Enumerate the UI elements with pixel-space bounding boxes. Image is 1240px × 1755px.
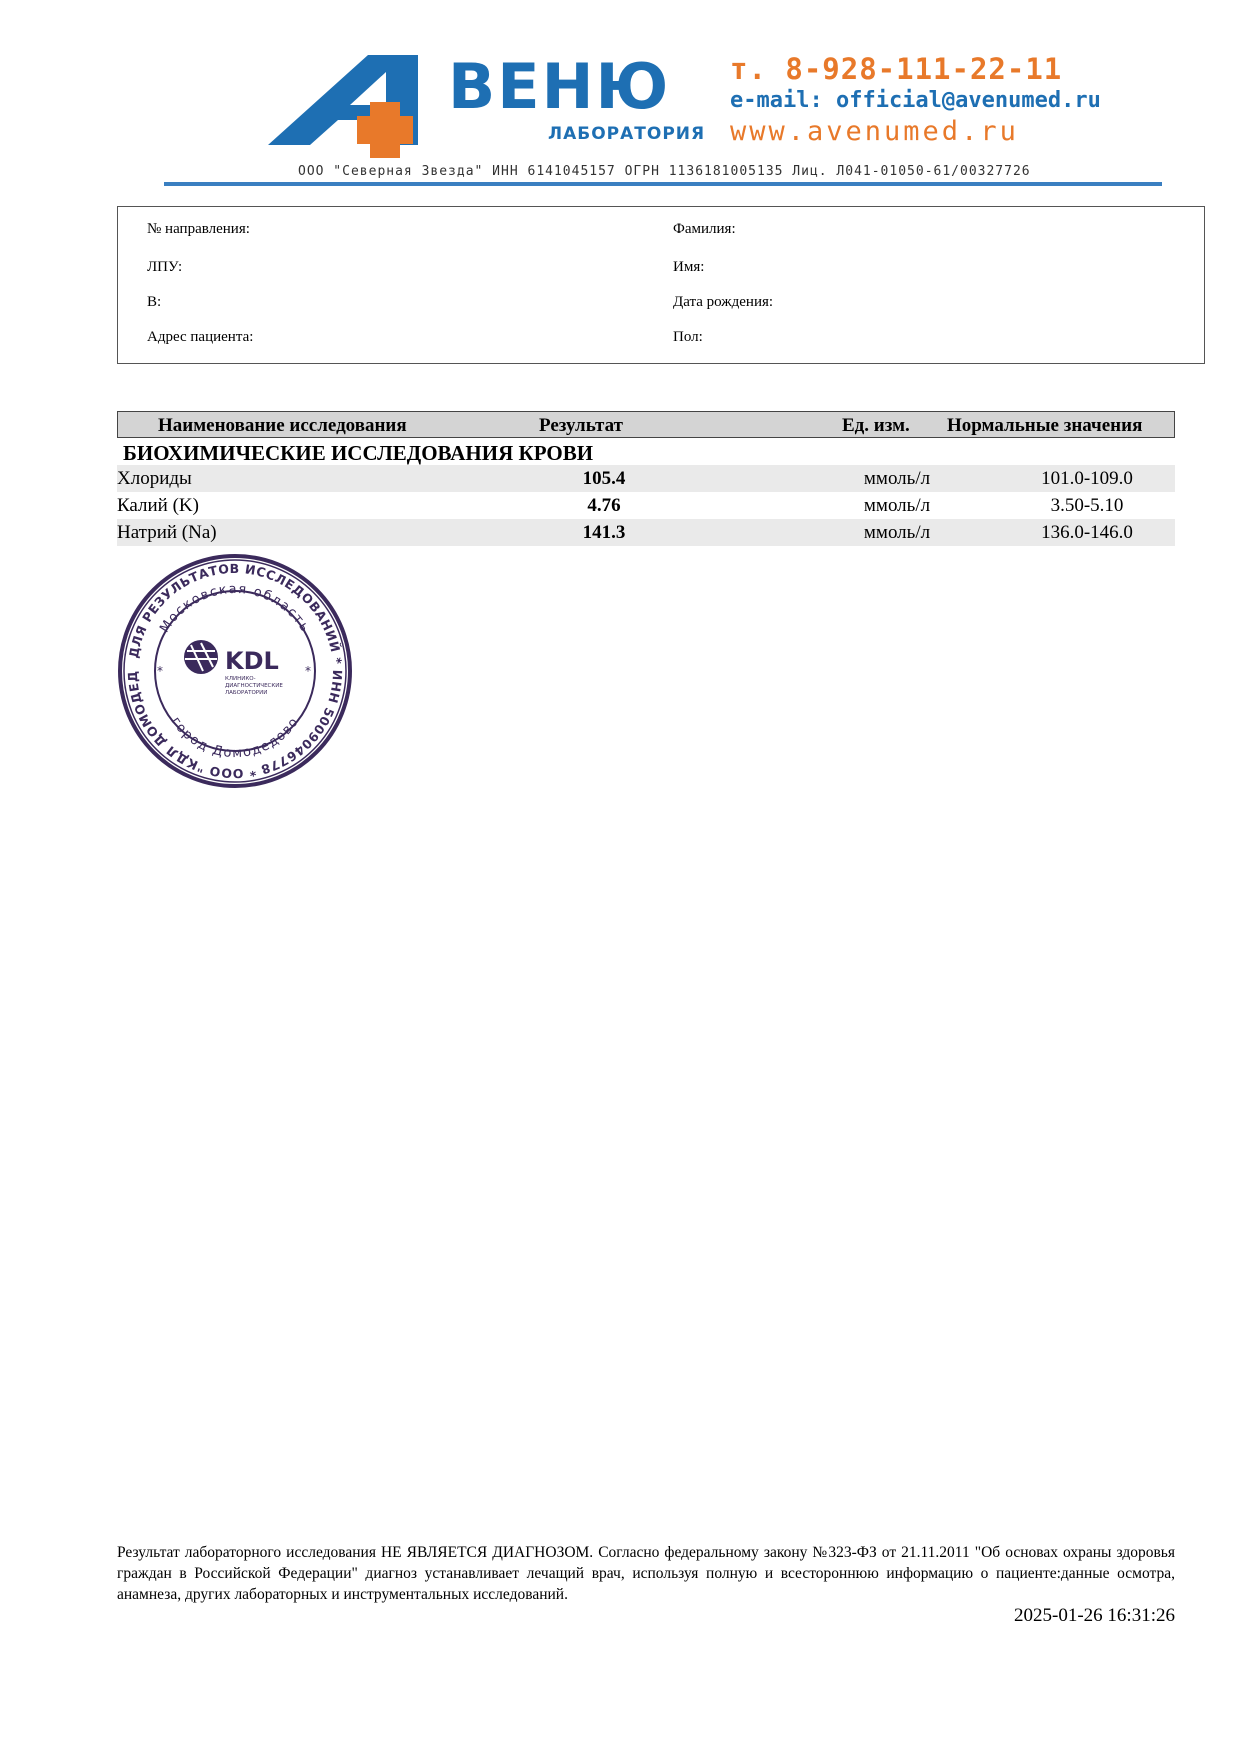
table-row <box>117 492 1175 519</box>
kdl-logo-icon <box>184 640 218 674</box>
kdl-logo-sub2: ДИАГНОСТИЧЕСКИЕ <box>225 683 283 689</box>
stamp-inner-top: Московская область <box>157 581 313 636</box>
test-name: Хлориды <box>117 468 192 489</box>
birthdate-label: Дата рождения: <box>673 294 774 310</box>
kdl-logo-text: KDL <box>225 647 279 675</box>
header-name: Наименование исследования <box>158 415 407 436</box>
table-row <box>117 465 1175 492</box>
lpu-label: ЛПУ: <box>147 259 183 275</box>
surname-label: Фамилия: <box>673 221 736 237</box>
logo-subtitle: ЛАБОРАТОРИЯ <box>548 124 706 144</box>
results-header <box>117 411 1175 438</box>
test-name: Натрий (Na) <box>117 522 217 543</box>
header-result: Результат <box>539 415 623 436</box>
test-unit: ммоль/л <box>863 495 931 516</box>
stamp-star-right-icon: * <box>305 664 311 678</box>
header-unit: Ед. изм. <box>842 415 910 436</box>
report-timestamp: 2025-01-26 16:31:26 <box>1014 1605 1175 1626</box>
legal-info: ООО "Северная Звезда" ИНН 6141045157 ОГРН 1136181005135 Лиц. Л041-01050-61/00327726 <box>298 164 1031 179</box>
test-name: Калий (K) <box>117 495 199 516</box>
v-label: В: <box>147 294 162 310</box>
stamp-outer-text: ДЛЯ РЕЗУЛЬТАТОВ ИССЛЕДОВАНИЙ * ИНН 5009046778 * ООО "КДЛ ДОМОДЕД <box>124 560 346 782</box>
phone: т. 8-928-111-22-11 <box>730 52 1063 86</box>
logo-wordmark: ВЕНЮ <box>448 50 671 123</box>
test-result: 105.4 <box>582 468 626 489</box>
stamp-star-left-icon: * <box>157 664 163 678</box>
test-norm: 136.0-146.0 <box>1041 522 1133 543</box>
logo-a-cross-icon <box>258 50 458 160</box>
name-label: Имя: <box>673 259 705 275</box>
results-table <box>117 411 1175 546</box>
section-title <box>117 438 1175 465</box>
address-label: Адрес пациента: <box>147 329 254 345</box>
test-unit: ммоль/л <box>863 522 931 543</box>
avenu-logo <box>258 50 706 160</box>
patient-info-box <box>117 206 1205 364</box>
test-unit: ммоль/л <box>863 468 931 489</box>
contact-block <box>730 52 1130 148</box>
section-title-text: БИОХИМИЧЕСКИЕ ИССЛЕДОВАНИЯ КРОВИ <box>123 441 594 465</box>
table-row <box>117 519 1175 546</box>
website: www.avenumed.ru <box>730 116 1019 147</box>
letterhead <box>164 46 1162 186</box>
stamp-seal-icon <box>117 553 353 789</box>
test-result: 141.3 <box>582 522 626 543</box>
kdl-logo-sub3: ЛАБОРАТОРИИ <box>225 690 268 696</box>
sex-label: Пол: <box>673 329 703 345</box>
referral-label: № направления: <box>147 221 250 237</box>
email: e-mail: official@avenumed.ru <box>730 88 1101 113</box>
kdl-logo-sub1: КЛИНИКО- <box>225 676 256 682</box>
test-result: 4.76 <box>587 495 621 516</box>
disclaimer: Результат лабораторного исследования НЕ ЯВЛЯЕТСЯ ДИАГНОЗОМ. Согласно федеральному закону №323-ФЗ от 21.11.2011 "Об основах охраны здоровья граждан в Российской Федерации" диагноз устанавливает лечащий врач, используя полную и всестороннюю информацию о пациенте:данные осмотра, анамнеза, других лабораторных и инструментальных исследований. <box>117 1544 1175 1603</box>
header-divider <box>164 182 1162 186</box>
lab-stamp <box>117 553 353 789</box>
stamp-inner-bottom: город Домодедово <box>167 714 303 762</box>
test-norm: 101.0-109.0 <box>1041 468 1133 489</box>
test-norm: 3.50-5.10 <box>1050 495 1124 516</box>
header-norm: Нормальные значения <box>947 415 1143 436</box>
